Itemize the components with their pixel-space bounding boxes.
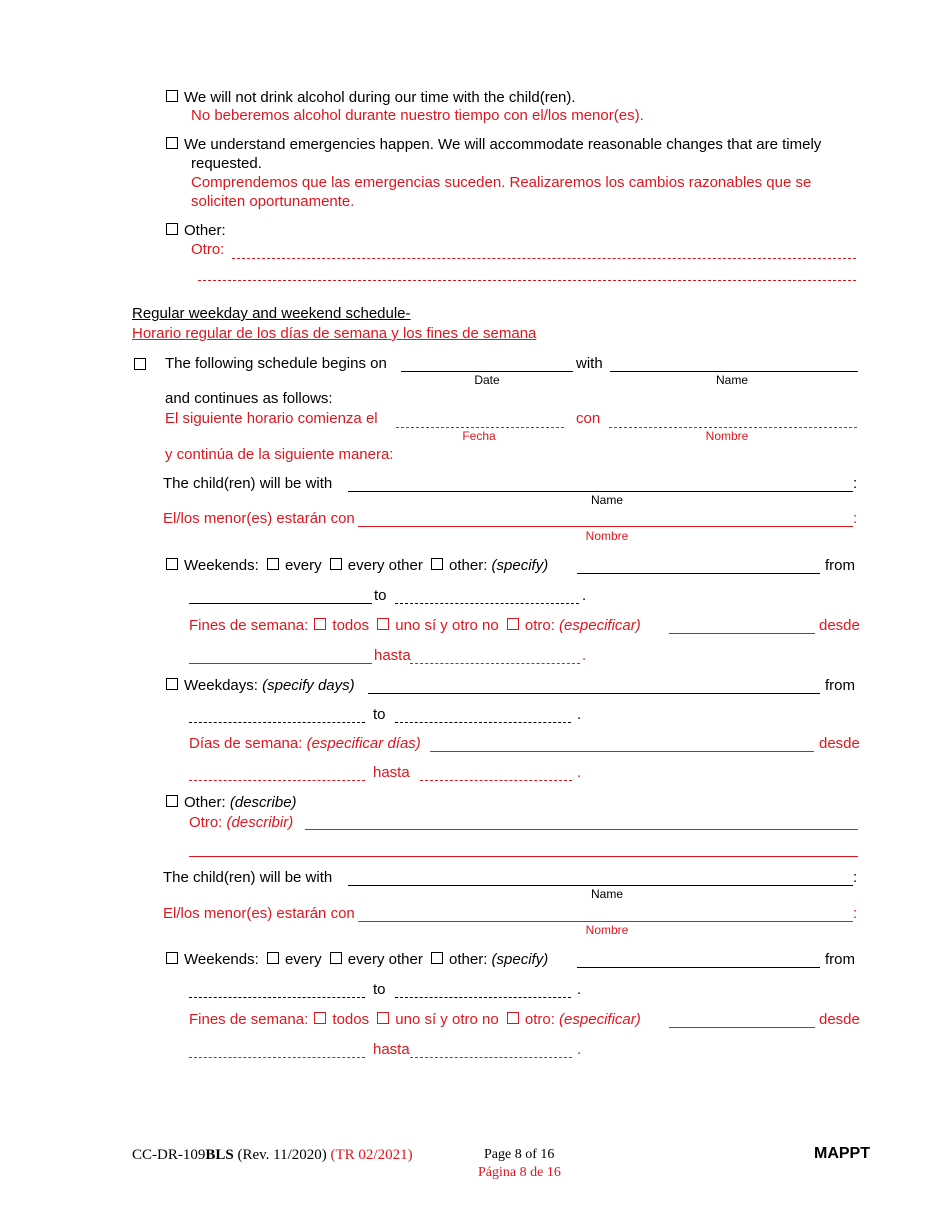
otro-checkbox-1[interactable] (507, 618, 519, 630)
period-es-2: . (577, 1041, 582, 1058)
period-es-wd: . (577, 764, 582, 781)
from-label-1: from (825, 557, 855, 574)
other-describe-checkbox[interactable] (166, 795, 178, 807)
fines-row-2 (189, 1011, 641, 1028)
dias-specify-field[interactable] (430, 751, 814, 752)
weekends-label-2: Weekends: (184, 951, 259, 968)
every-checkbox-2[interactable] (267, 952, 279, 964)
dias-desde-field[interactable] (189, 780, 365, 781)
weekends-from-field-2[interactable] (189, 997, 365, 998)
weekends-checkbox-2[interactable] (166, 952, 178, 964)
child-with-field-es-2[interactable] (358, 921, 853, 922)
weekends-row-1 (166, 557, 548, 574)
weekends-to-field-2[interactable] (395, 997, 571, 998)
with-label-es-2: El/los menor(es) estarán con (163, 905, 355, 922)
child-with-field-es-1[interactable] (358, 526, 853, 527)
with-label-en-2: The child(ren) will be with (163, 869, 333, 886)
period-2: . (577, 981, 582, 998)
weekends-from-field-1[interactable] (189, 603, 372, 604)
to-label-wd: to (373, 706, 386, 723)
weekdays-from-field[interactable] (189, 722, 365, 723)
from-label-wd: from (825, 677, 855, 694)
colon-1: : (853, 475, 858, 492)
fines-label-1: Fines de semana: (189, 617, 309, 634)
with-label-en-1: The child(ren) will be with (163, 475, 333, 492)
period-1: . (582, 587, 587, 604)
weekdays-label: Weekdays: (184, 677, 258, 694)
name-caption-1: Name (590, 493, 623, 507)
otro-label-2: otro: (524, 1011, 555, 1028)
every-label-2: every (284, 951, 322, 968)
weekends-to-field-1[interactable] (395, 603, 579, 604)
fines-label-2: Fines de semana: (189, 1011, 309, 1028)
otro-describir-label: Otro: (189, 814, 223, 831)
specify-label-2: (specify) (491, 951, 549, 968)
section-title-es: Horario regular de los días de semana y los fines de semana (132, 325, 537, 342)
todos-label-2: todos (332, 1011, 370, 1028)
mappt-label: MAPPT (814, 1145, 870, 1162)
nombre-caption-1: Nombre (585, 529, 629, 543)
desde-label-2: desde (819, 1011, 860, 1028)
colon-es-1: : (853, 510, 858, 527)
other-label-1: other: (449, 557, 488, 574)
period-es-1: . (582, 647, 587, 664)
otro-describir-row (189, 814, 293, 831)
weekends-label-1: Weekends: (184, 557, 259, 574)
dias-hasta-field[interactable] (420, 780, 572, 781)
emergency-item (166, 136, 821, 153)
other-label-2: other: (449, 951, 488, 968)
emergency-text-en-2: requested. (191, 155, 262, 172)
other-specify-checkbox-2[interactable] (431, 952, 443, 964)
uno-label-2: uno sí y otro no (395, 1011, 499, 1028)
begin-name-field[interactable] (610, 371, 858, 372)
uno-label-1: uno sí y otro no (395, 617, 499, 634)
every-checkbox-1[interactable] (267, 558, 279, 570)
describe-label: (describe) (229, 794, 297, 811)
date-caption: Date (474, 373, 500, 387)
describir-label: (describir) (226, 814, 294, 831)
weekends-checkbox-1[interactable] (166, 558, 178, 570)
dias-row (189, 735, 421, 752)
todos-label-1: todos (332, 617, 370, 634)
page-number-es: Página 8 de 16 (478, 1165, 561, 1180)
form-code: CC-DR-109 (132, 1147, 206, 1163)
fines-desde-field-1[interactable] (189, 663, 372, 664)
todos-checkbox-1[interactable] (314, 618, 326, 630)
con-label-es: con (576, 410, 601, 427)
hasta-label-2: hasta (373, 1041, 410, 1058)
uno-checkbox-2[interactable] (377, 1012, 389, 1024)
continues-label-es: y continúa de la siguiente manera: (165, 446, 394, 463)
alcohol-text-es: No beberemos alcohol durante nuestro tiempo con el/los menor(es). (191, 107, 644, 124)
fines-hasta-field-1[interactable] (410, 663, 580, 664)
begin-nombre-field[interactable] (609, 427, 857, 428)
especificar-label-2: (especificar) (559, 1011, 641, 1028)
other-line-1[interactable] (232, 258, 856, 259)
child-with-field-1[interactable] (348, 491, 853, 492)
other-item (166, 222, 226, 239)
begins-label-en: The following schedule begins on (165, 355, 387, 372)
other-describe-field-1[interactable] (305, 829, 858, 830)
every-label-1: every (284, 557, 322, 574)
desde-label-wd: desde (819, 735, 860, 752)
fines-specify-field-1[interactable] (669, 633, 815, 634)
other-line-2[interactable] (198, 280, 856, 281)
every-other-label-2: every other (347, 951, 423, 968)
section-title-en: Regular weekday and weekend schedule- (132, 305, 411, 322)
otro-label-1: otro: (524, 617, 555, 634)
specify-days-label: (specify days) (262, 677, 355, 694)
begin-date-field[interactable] (401, 371, 573, 372)
other-label-en: Other: (184, 222, 226, 239)
with-label-es-1: El/los menor(es) estarán con (163, 510, 355, 527)
with-label-en: with (576, 355, 603, 372)
uno-checkbox-1[interactable] (377, 618, 389, 630)
colon-2: : (853, 869, 858, 886)
weekdays-specify-field[interactable] (368, 693, 820, 694)
to-label-2: to (373, 981, 386, 998)
other-checkbox[interactable] (166, 223, 178, 235)
desde-label-1: desde (819, 617, 860, 634)
other-describe-row (166, 794, 297, 811)
fecha-caption: Fecha (462, 429, 496, 443)
other-specify-checkbox-1[interactable] (431, 558, 443, 570)
every-other-label-1: every other (347, 557, 423, 574)
weekdays-to-field[interactable] (395, 722, 571, 723)
alcohol-checkbox[interactable] (166, 90, 178, 102)
especificar-label-1: (especificar) (559, 617, 641, 634)
hasta-label-wd: hasta (373, 764, 410, 781)
translation-rev: (TR 02/2021) (330, 1147, 413, 1163)
begin-fecha-field[interactable] (396, 427, 564, 428)
emergency-text-es-2: soliciten oportunamente. (191, 193, 355, 210)
continues-label-en: and continues as follows: (165, 390, 333, 407)
weekdays-checkbox[interactable] (166, 678, 178, 690)
dias-label: Días de semana: (189, 735, 303, 752)
nombre-caption: Nombre (705, 429, 749, 443)
otro-checkbox-2[interactable] (507, 1012, 519, 1024)
colon-es-2: : (853, 905, 858, 922)
form-suffix: BLS (205, 1147, 234, 1163)
alcohol-text-en: We will not drink alcohol during our time with the child(ren). (184, 89, 576, 106)
fines-specify-field-2[interactable] (669, 1027, 815, 1028)
alcohol-item (166, 89, 576, 106)
every-other-checkbox-2[interactable] (330, 952, 342, 964)
period-wd: . (577, 706, 582, 723)
weekends-specify-field-2[interactable] (577, 967, 820, 968)
other-describe-label: Other: (184, 794, 226, 811)
other-label-es: Otro: (191, 241, 225, 258)
revision: (Rev. 11/2020) (237, 1147, 327, 1163)
emergency-text-es-1: Comprendemos que las emergencias suceden. Realizaremos los cambios razonables que se (191, 174, 812, 191)
every-other-checkbox-1[interactable] (330, 558, 342, 570)
page-number-en: Page 8 of 16 (484, 1147, 555, 1162)
begins-label-es: El siguiente horario comienza el (165, 410, 378, 427)
especificar-dias-label: (especificar días) (306, 735, 421, 752)
fines-row-1 (189, 617, 641, 634)
other-describe-field-2[interactable] (189, 856, 858, 857)
specify-label-1: (specify) (491, 557, 549, 574)
nombre-caption-2: Nombre (585, 923, 629, 937)
schedule-checkbox[interactable] (134, 358, 146, 370)
weekdays-row (166, 677, 355, 694)
name-caption-2: Name (590, 887, 623, 901)
weekends-specify-field-1[interactable] (577, 573, 820, 574)
emergency-text-en-1: We understand emergencies happen. We will accommodate reasonable changes that are timely (184, 136, 822, 153)
emergency-checkbox[interactable] (166, 137, 178, 149)
weekends-row-2 (166, 951, 548, 968)
fines-desde-field-2[interactable] (189, 1057, 365, 1058)
todos-checkbox-2[interactable] (314, 1012, 326, 1024)
name-caption: Name (715, 373, 748, 387)
form-id (132, 1147, 413, 1164)
to-label-1: to (374, 587, 387, 604)
child-with-field-2[interactable] (348, 885, 853, 886)
fines-hasta-field-2[interactable] (410, 1057, 572, 1058)
hasta-label-1: hasta (374, 647, 411, 664)
from-label-2: from (825, 951, 855, 968)
